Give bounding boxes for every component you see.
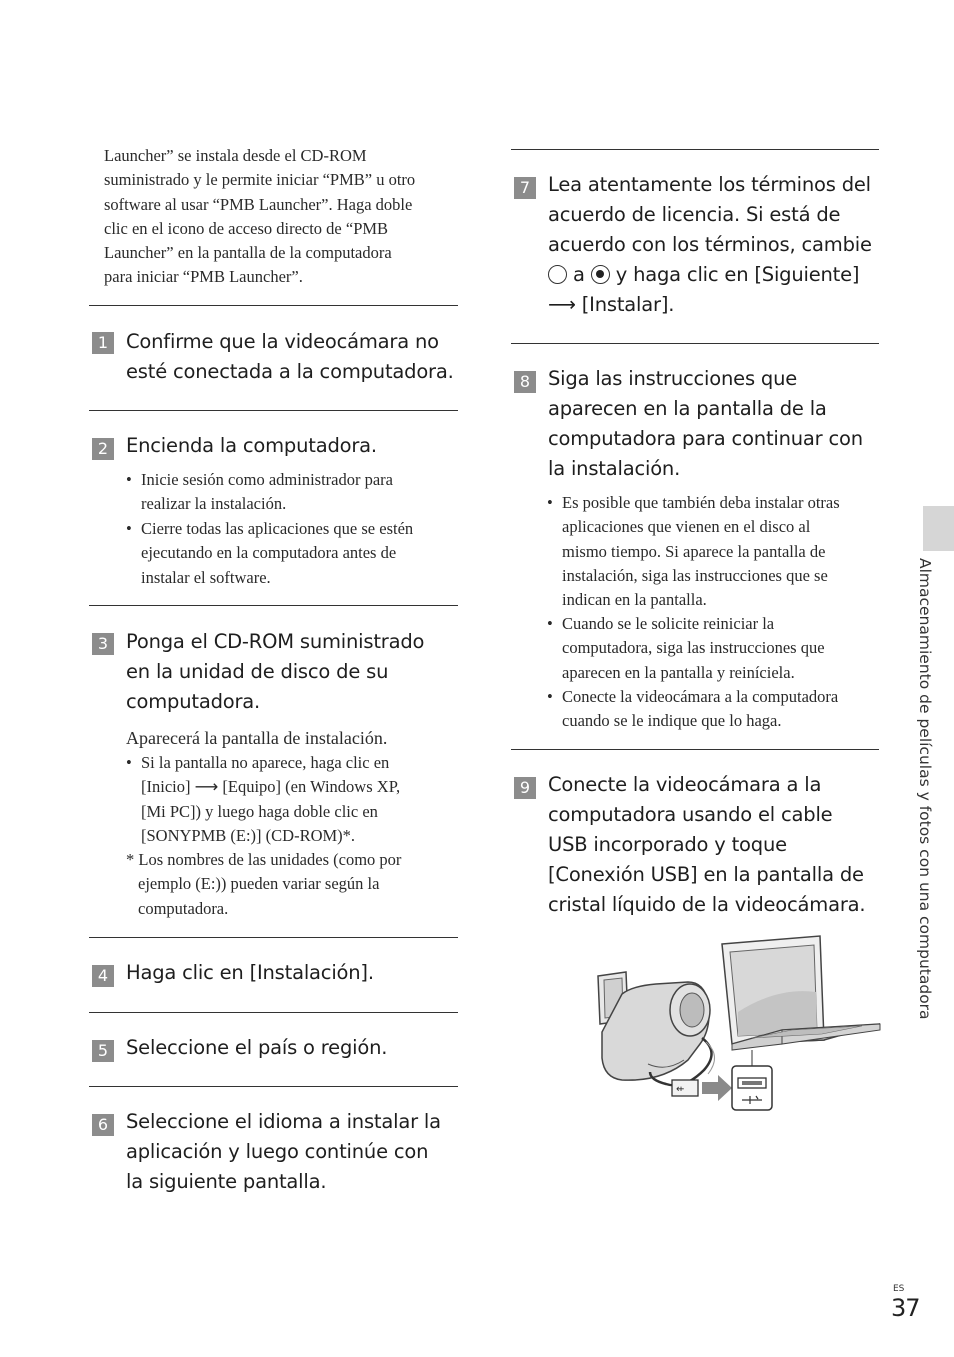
bullet-line: • Si la pantalla no aparece, haga clic en [141,753,390,772]
step-1-title [126,327,454,387]
step-number-7: 7 [514,177,536,199]
bullet-line: computadora, siga las instrucciones que [562,638,825,658]
page-number: 37 [891,1294,920,1322]
step-number-5: 5 [92,1040,114,1062]
intro-line: suministrado y le permite iniciar “PMB” u otro [104,170,416,190]
bullet-line: [SONYPMB (E:)] (CD-ROM)*. [141,825,356,845]
step-number-9: 9 [514,777,536,799]
bullet-line: instalación, siga las instrucciones que se [562,565,828,585]
step-number-6: 6 [92,1114,114,1136]
step-2-bullet [141,517,461,590]
step-3-title-line: en la unidad de disco de su [126,660,389,683]
section-tab [923,506,954,551]
bullet-line: aparecen en la pantalla y reiníciela. [562,662,795,682]
intro-paragraph [104,144,464,290]
step-6-title-line: aplicación y luego continúe con [126,1140,429,1163]
menu-path-start: [Inicio] [141,777,191,797]
arrow-right-icon: ⟶ [548,293,576,316]
divider [511,749,879,750]
footnote-line: computadora. [138,898,229,918]
svg-text:⇷: ⇷ [676,1084,685,1095]
bullet-line: • Conecte la videocámara a la computadora [562,687,839,706]
step-3-title-line: Ponga el CD-ROM suministrado [126,630,425,653]
step-1-title-line: esté conectada a la computadora. [126,360,454,383]
step-3-bullet [141,751,461,848]
step-7-title [548,170,888,320]
step-7-title-line [548,260,888,290]
divider [89,937,458,938]
intro-line: para iniciar “PMB Launcher”. [104,267,303,287]
divider [89,305,458,306]
bullet-line: indican en la pantalla. [562,590,707,610]
usb-port-icon [732,1050,772,1110]
footnote-line: ejemplo (E:)) pueden variar según la [138,874,380,894]
step-5-title: Seleccione el país o región. [126,1036,388,1059]
step-6-title [126,1107,441,1197]
step-9-title-line: computadora usando el cable [548,803,833,826]
divider [511,149,879,150]
step-8-title-line: la instalación. [548,457,681,480]
step-9-title-line: cristal líquido de la videocámara. [548,893,866,916]
laptop-icon [722,936,880,1050]
step-1-title-line: Confirme que la videocámara no [126,330,439,353]
bullet-line [141,775,461,799]
step-8-bullet [562,612,882,685]
step-9-title-line: [Conexión USB] en la pantalla de [548,863,864,886]
step-8-title-line: aparecen en la pantalla de la [548,397,827,420]
bullet-line: cuando se le indique que lo haga. [562,711,782,731]
step-2-title: Encienda la computadora. [126,434,377,457]
bullet-line: • Es posible que también deba instalar otras [562,493,840,512]
bullet-line: • Inicie sesión como administrador para [141,470,394,489]
bullet-line: aplicaciones que vienen en el disco al [562,517,811,537]
camcorder-icon [598,972,710,1080]
step-7-word: a [573,263,585,286]
radio-empty-icon [548,265,567,284]
intro-line: Launcher” se instala desde el CD-ROM [104,146,367,165]
footnote-line: * Los nombres de las unidades (como por [126,850,402,869]
bullet-line: instalar el software. [141,567,271,587]
step-6-title-line: Seleccione el idioma a instalar la [126,1110,441,1133]
step-8-title [548,364,863,484]
step-9-title-line: Conecte la videocámara a la [548,773,822,796]
step-3-title-line: computadora. [126,690,261,713]
step-8-bullet [562,491,882,612]
bullet-line: [Mi PC]) y luego haga doble clic en [141,801,378,821]
step-9-title-line: USB incorporado y toque [548,833,787,856]
step-7-word: [Instalar]. [581,293,675,316]
step-number-4: 4 [92,965,114,987]
step-number-3: 3 [92,633,114,655]
radio-selected-icon [591,265,610,284]
connection-arrow-icon [702,1075,732,1101]
divider [511,343,879,344]
bullet-line: • Cuando se le solicite reiniciar la [562,614,775,633]
arrow-right-icon: ⟶ [194,777,219,797]
step-2-bullet [141,468,461,517]
bullet-line: ejecutando en la computadora antes de [141,543,397,563]
intro-line: software al usar “PMB Launcher”. Haga doble [104,194,413,214]
step-7-title-line: Lea atentamente los términos del [548,173,871,196]
bullet-line: realizar la instalación. [141,494,287,514]
step-7-title-line [548,290,888,320]
step-number-8: 8 [514,371,536,393]
section-side-label: Almacenamiento de películas y fotos con una computadora [916,558,934,1020]
bullet-line: • Cierre todas las aplicaciones que se estén [141,519,414,538]
step-3-footnote [126,848,456,921]
camcorder-laptop-usb-illustration [592,932,882,1114]
step-7-title-line: acuerdo con los términos, cambie [548,233,872,256]
step-3-subtext: Aparecerá la pantalla de instalación. [126,728,388,748]
step-8-title-line: computadora para continuar con [548,427,863,450]
step-3-title [126,627,424,717]
step-6-title-line: la siguiente pantalla. [126,1170,327,1193]
step-9-title [548,770,865,920]
menu-path-end: [Equipo] (en Windows XP, [222,777,401,797]
bullet-line: mismo tiempo. Si aparece la pantalla de [562,541,826,561]
step-7-word: y haga clic en [Siguiente] [615,263,860,286]
step-8-title-line: Siga las instrucciones que [548,367,798,390]
step-number-1: 1 [92,332,114,354]
intro-line: clic en el icono de acceso directo de “PMB [104,218,389,238]
step-4-title: Haga clic en [Instalación]. [126,961,374,984]
language-code: ES [893,1284,905,1294]
step-7-title-line: acuerdo de licencia. Si está de [548,203,841,226]
divider [89,605,458,606]
step-number-2: 2 [92,438,114,460]
divider [89,1012,458,1013]
intro-line: Launcher” en la pantalla de la computadora [104,243,392,263]
divider [89,1086,458,1087]
step-8-bullet [562,685,882,734]
divider [89,410,458,411]
